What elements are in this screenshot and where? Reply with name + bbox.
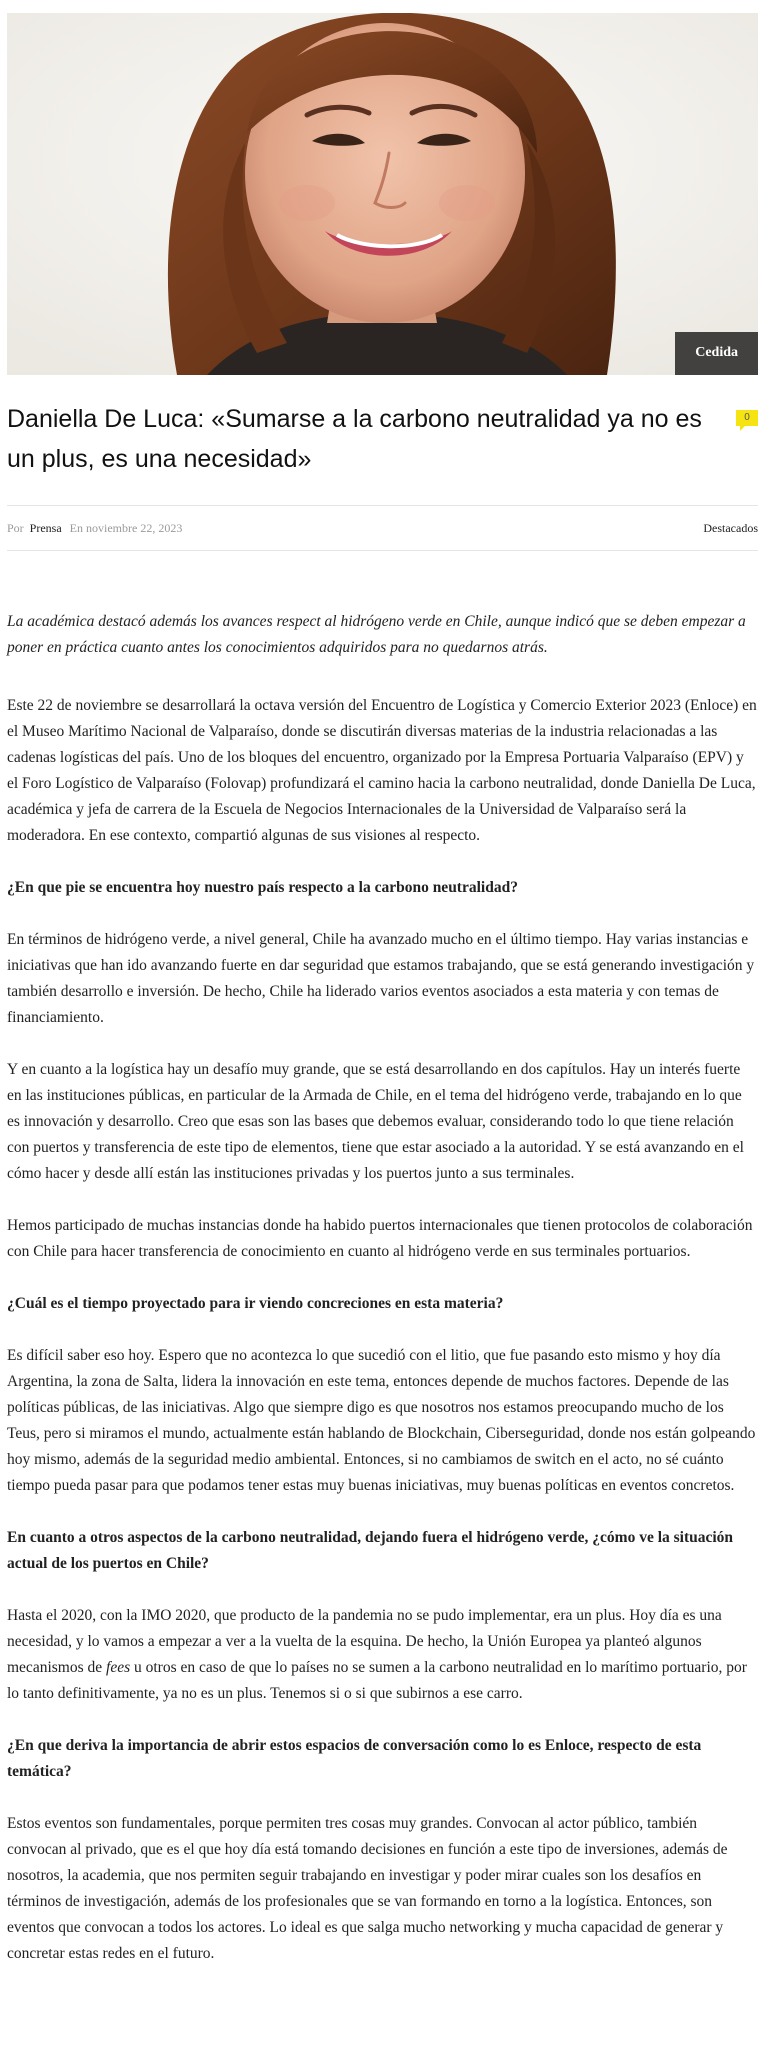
answer-2: Es difícil saber eso hoy. Espero que no acontezca lo que sucedió con el litio, que fue pasando esto mismo y hoy día Argentina, la zona de Salta, lidera la innovación en este tema, entonces depende de muchos factores. Depende de las políticas públicas, de las iniciativas. Algo que siempre digo es que nosotros nos estamos preocupando mucho de los Teus, pero si miramos el mundo, actualmente están hablando de Blockchain, Ciberseguridad, donde nos están golpeando hoy mismo, además de la seguridad medio ambiental. Entonces, si no cambiamos de switch en el acto, no sé cuánto tiempo pueda pasar para que podamos tener estas muy buenas iniciativas, muy buenas políticas en eventos concretos. [7,1347,756,1494]
category-link[interactable]: Destacados [703,520,758,535]
article-lead: La académica destacó además los avances respect al hidrógeno verde en Chile, aunque indicó que se deben empezar a poner en práctica cuanto antes los conocimientos adquiridos para no quedarnos atrás. [7,613,746,656]
article-intro: Este 22 de noviembre se desarrollará la octava versión del Encuentro de Logística y Comercio Exterior 2023 (Enloce) en el Museo Marítimo Nacional de Valparaíso, donde se discutirán diversas materias de la industria relacionadas a las cadenas logísticas del país. Uno de los bloques del encuentro, organizado por la Empresa Portuaria Valparaíso (EPV) y el Foro Logístico de Valparaíso (Folovap) profundizará el camino hacia la carbono neutralidad, donde Daniella De Luca, académica y jefa de carrera de la Escuela de Negocios Internacionales de la Universidad de Valparaíso será la moderadora. En ese contexto, compartió algunas de sus visiones al respecto. [7,697,757,844]
by-label: Por [7,520,24,535]
article-page [7,13,758,1993]
publish-date: En noviembre 22, 2023 [69,520,183,535]
image-caption: Cedida [675,332,758,375]
question-3: En cuanto a otros aspectos de la carbono neutralidad, dejando fuera el hidrógeno verde, ¿cómo ve la situación actual de los puertos en Chile? [7,1529,734,1572]
question-1: ¿En que pie se encuentra hoy nuestro país respecto a la carbono neutralidad? [7,879,518,896]
portrait-photo-icon [7,13,758,375]
comments-count-badge[interactable]: 0 [736,410,758,426]
question-2: ¿Cuál es el tiempo proyectado para ir viendo concreciones en esta materia? [7,1295,504,1312]
answer-1-paragraph-1: En términos de hidrógeno verde, a nivel general, Chile ha avanzado mucho en el último tiempo. Hay varias instancias e iniciativas que han ido avanzando fuerte en dar seguridad que estamos trabajando, que se está generando investigación y también desarrollo e inversión. De hecho, Chile ha liderado varios eventos asociados a esta materia y con temas de financiamiento. [7,931,755,1026]
question-4: ¿En que deriva la importancia de abrir estos espacios de conversación como lo es Enloce, respecto de esta temática? [7,1737,702,1780]
article-body [7,609,758,1967]
title-row [7,399,758,479]
answer-3-text-start: Hasta el 2020, con la IMO 2020, que producto de la pandemia no se pudo implementar, era un plus. Hoy día es una necesidad, y lo vamos a empezar a ver a la vuelta de la esquina. De hecho, la Unión Europea ya planteó algunos mecanismos de [7,1607,722,1676]
answer-3-text-end: u otros en caso de que lo países no se sumen a la carbono neutralidad en lo marítimo portuario, por lo tanto definitivamente, ya no es un plus. Tenemos si o si que subirnos a ese carro. [7,1659,747,1702]
article-meta [7,505,758,551]
author-link[interactable]: Prensa [29,520,62,535]
answer-3 [7,1603,758,1707]
hero-image [7,13,758,375]
article-title: Daniella De Luca: «Sumarse a la carbono neutralidad ya no es un plus, es una necesidad» [7,405,702,473]
answer-1-paragraph-2: Y en cuanto a la logística hay un desafío muy grande, que se está desarrollando en dos capítulos. Hay un interés fuerte en las instituciones públicas, en particular de la Armada de Chile, en el tema del hidrógeno verde, trabajando en lo que es innovación y desarrollo. Creo que esas son las bases que debemos evaluar, considerando todo lo que tiene relación con puertos y transferencia de este tipo de elementos, tiene que estar asociado a la autoridad. Y se está avanzando en el cómo hacer y desde allí están las instituciones privadas y los puertos junto a sus terminales. [7,1061,744,1182]
answer-1-paragraph-3: Hemos participado de muchas instancias donde ha habido puertos internacionales que tienen protocolos de colaboración con Chile para hacer transferencia de conocimiento en cuanto al hidrógeno verde en sus terminales portuarios. [7,1217,753,1260]
answer-4: Estos eventos son fundamentales, porque permiten tres cosas muy grandes. Convocan al actor público, también convocan al privado, que es el que hoy día está tomando decisiones en función a este tipo de inversiones, además de nosotros, la academia, que nos permiten seguir trabajando en investigar y poder mirar cuales son los desafíos en términos de investigación, además de los profesionales que se van formando en torno a la logística. Entonces, son eventos que convocan a todos los actores. Lo ideal es que salga mucho networking y mucha capacidad de generar y concretar estas redes en el futuro. [7,1815,728,1962]
answer-3-emphasis: fees [106,1659,131,1676]
